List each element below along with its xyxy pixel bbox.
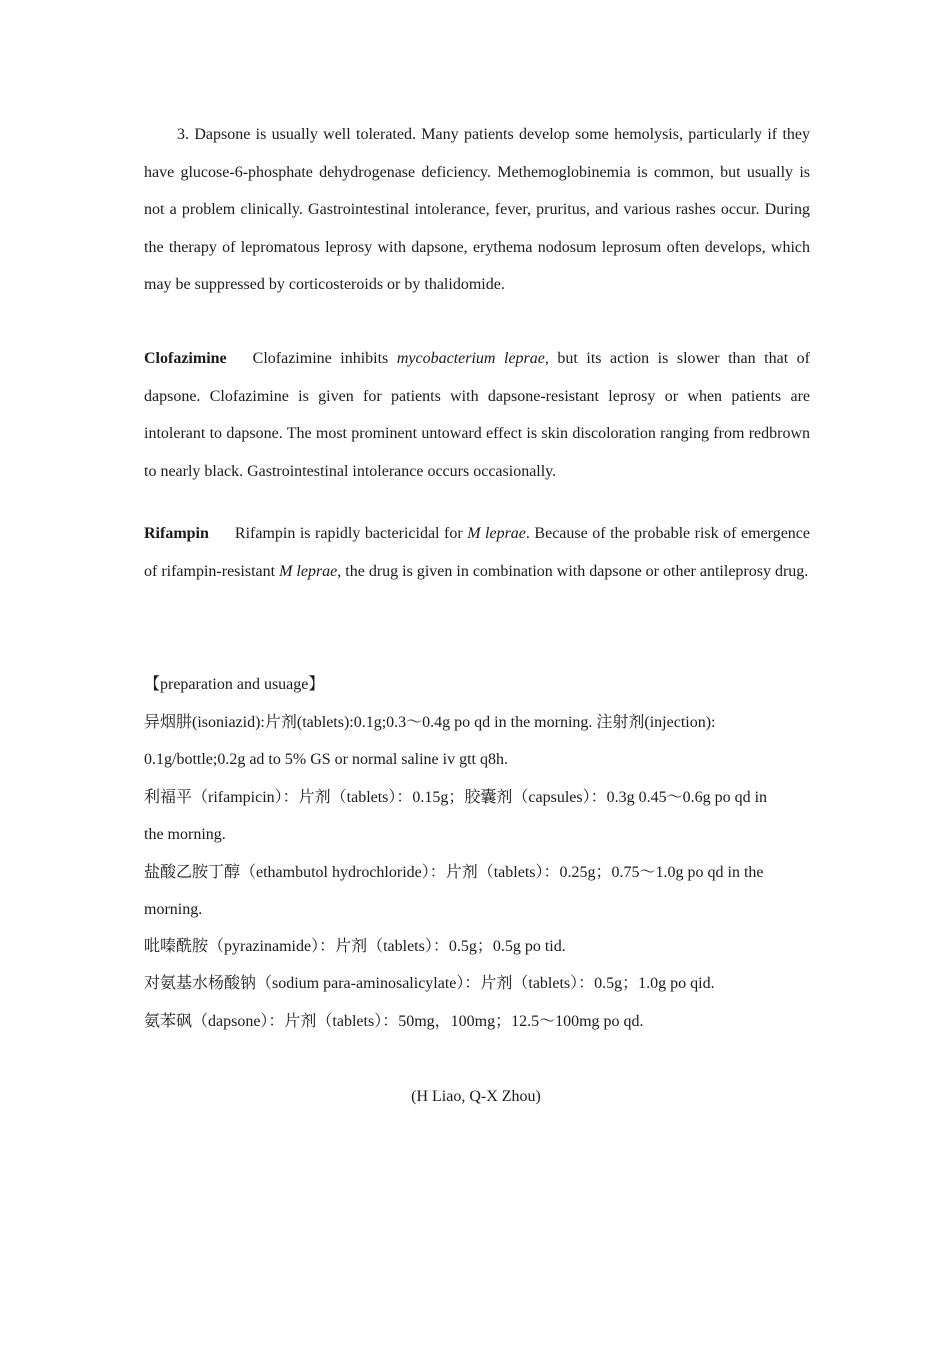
clofazimine-text-1: Clofazimine inhibits bbox=[252, 350, 397, 367]
clofazimine-paragraph bbox=[144, 340, 810, 490]
preparation-line-1: 异烟肼(isoniazid):片剂(tablets):0.1g;0.3～0.4g po qd in the morning. 注射剂(injection): bbox=[144, 714, 716, 731]
rifampin-organism-1: M leprae bbox=[467, 525, 526, 542]
rifampin-organism-2: M leprae bbox=[279, 562, 338, 580]
rifampin-title: Rifampin bbox=[144, 525, 209, 542]
clofazimine-title: Clofazimine bbox=[144, 350, 227, 367]
rifampin-text-3: , the drug is given in combination with dapsone or other antileprosy drug. bbox=[337, 562, 809, 580]
author-credit: (H Liao, Q-X Zhou) bbox=[411, 1088, 541, 1105]
preparation-line-4: the morning. bbox=[144, 826, 226, 843]
clofazimine-organism: mycobacterium leprae bbox=[396, 350, 545, 367]
preparation-line-5: 盐酸乙胺丁醇（ethambutol hydrochloride）：片剂（tablets）：0.25g；0.75～1.0g po qd in the bbox=[144, 864, 764, 881]
rifampin-text-1: Rifampin is rapidly bactericidal for bbox=[234, 525, 468, 542]
clofazimine-text-2: , but its action is slower than that of dapsone. Clofazimine is given for patients with dapsone-resistant leprosy or when patients are intolerant to dapsone. The most prominent untoward effect is skin discoloration ranging from redbrown to nearly black. Gastrointestinal intolerance occurs occasionally. bbox=[144, 350, 810, 480]
preparation-line-2: 0.1g/bottle;0.2g ad to 5% GS or normal saline iv gtt q8h. bbox=[144, 751, 508, 768]
preparation-line-3: 利福平（rifampicin）：片剂（tablets）：0.15g；胶囊剂（capsules）：0.3g 0.45～0.6g po qd in bbox=[144, 789, 768, 806]
rifampin-text-2: . Because of the probable risk of emergence of rifampin-resistant bbox=[144, 525, 810, 580]
preparation-heading: 【preparation and usuage】 bbox=[144, 676, 325, 693]
dapsone-paragraph: 3. Dapsone is usually well tolerated. Many patients develop some hemolysis, particularly if they have glucose-6-phosphate dehydrogenase deficiency. Methemoglobinemia is common, but usually is not a problem clinically. Gastrointestinal intolerance, fever, pruritus, and various rashes occur. During the therapy of lepromatous leprosy with dapsone, erythema nodosum leprosum often develops, which may be suppressed by corticosteroids or by thalidomide. bbox=[144, 126, 810, 293]
preparation-line-8: 对氨基水杨酸钠（sodium para-aminosalicylate）：片剂（tablets）：0.5g；1.0g po qid. bbox=[144, 975, 715, 992]
preparation-line-7: 吡嗪酰胺（pyrazinamide）：片剂（tablets）：0.5g；0.5g po tid. bbox=[144, 938, 566, 955]
rifampin-paragraph bbox=[144, 515, 810, 590]
preparation-line-6: morning. bbox=[144, 901, 203, 918]
preparation-line-9: 氨苯砜（dapsone）：片剂（tablets）：50mg，100mg；12.5～100mg po qd. bbox=[144, 1013, 644, 1030]
